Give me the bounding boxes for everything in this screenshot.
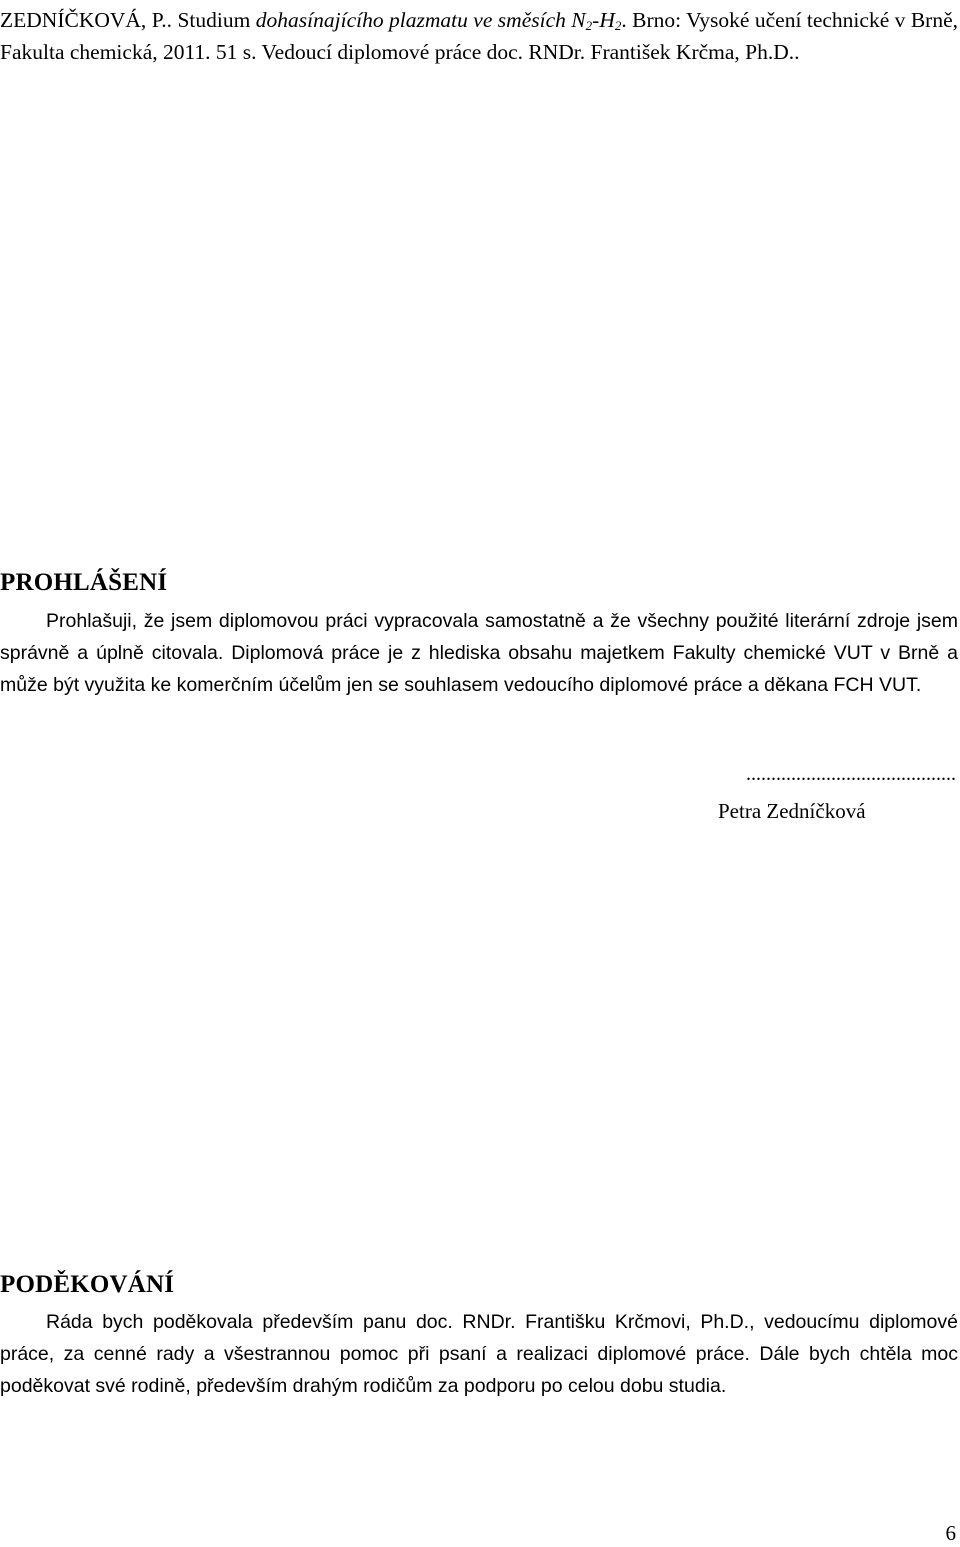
signature-line: ..........................................: [746, 763, 956, 785]
acknowledgement-heading: PODĚKOVÁNÍ: [0, 1271, 175, 1298]
declaration-heading: PROHLÁŠENÍ: [0, 569, 168, 596]
citation-title-a: dohasínajícího plazmatu ve směsích N: [255, 8, 586, 32]
citation-author: ZEDNÍČKOVÁ, P.. Studium: [0, 8, 256, 32]
citation-subscript-1: 2: [585, 18, 593, 33]
bibliographic-citation: [0, 4, 958, 68]
acknowledgement-text: Ráda bych poděkovala především panu doc. RNDr. Františku Krčmovi, Ph.D., vedoucímu diplomové práce, za cenné rady a všestrannou pomoc při psaní a realizaci diplomové práce. Dále bych chtěla moc poděkovat své rodině, především drahým rodičům za podporu po celou dobu studia.: [0, 1311, 958, 1397]
citation-title: [256, 8, 622, 32]
declaration-text: Prohlašuji, že jsem diplomovou práci vypracovala samostatně a že všechny použité literární zdroje jsem správně a úplně citovala. Diplomová práce je z hlediska obsahu majetkem Fakulty chemické VUT v Brně a může být využita ke komerčním účelům jen se souhlasem vedoucího diplomové práce a děkana FCH VUT.: [0, 610, 958, 696]
citation-title-b: -H: [592, 8, 615, 32]
citation-subscript-2: 2: [614, 18, 622, 33]
signer-name: Petra Zedníčková: [718, 799, 866, 823]
page-number: 6: [945, 1521, 956, 1545]
citation-details: . Brno: Vysoké učení technické v Brně, Fakulta chemická, 2011. 51 s. Vedoucí diplomové práce doc. RNDr. František Krčma, Ph.D..: [0, 8, 959, 64]
